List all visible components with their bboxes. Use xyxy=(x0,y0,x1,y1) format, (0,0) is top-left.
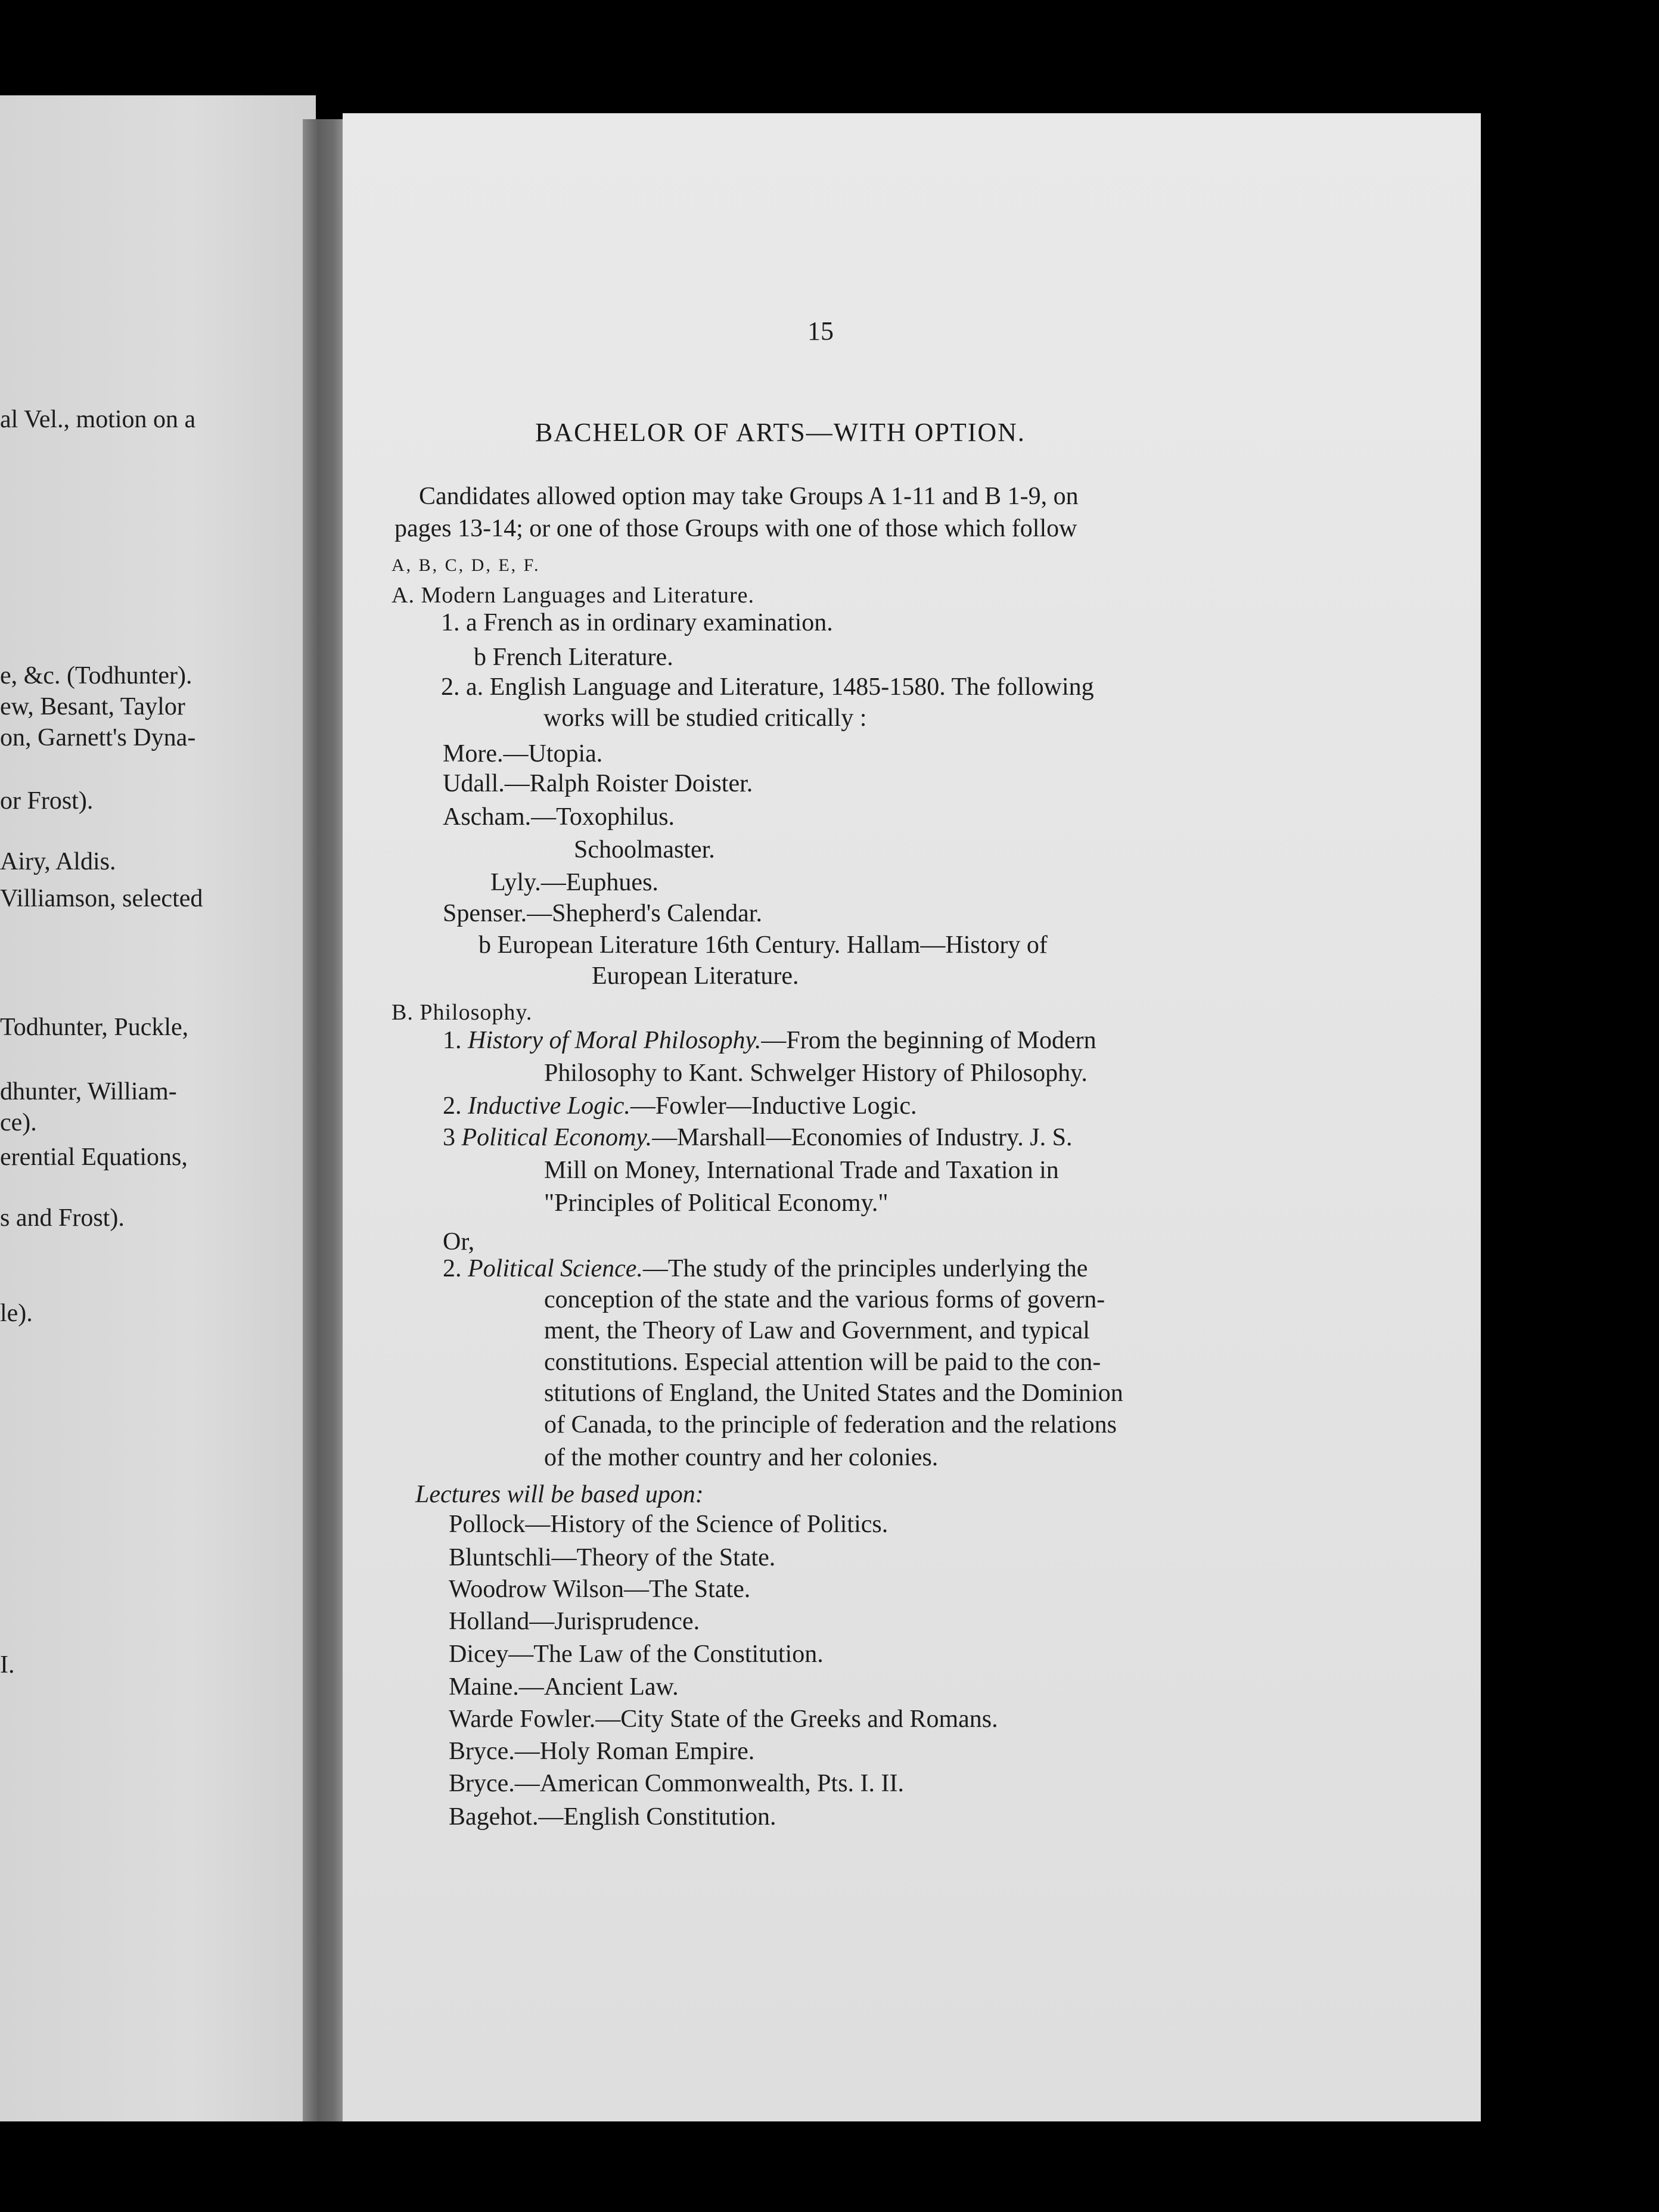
item-3-title: Political Economy. xyxy=(461,1124,653,1151)
section-b-item-1-line-2: Philosophy to Kant. Schwelger History of Philosophy. xyxy=(544,1060,1088,1087)
left-page-line: ew, Besant, Taylor xyxy=(0,693,185,720)
left-page-line: e, &c. (Todhunter). xyxy=(0,662,192,689)
political-science-item: 2. Political Science.—The study of the principles underlying the xyxy=(443,1255,1088,1282)
work-lyly: Lyly.—Euphues. xyxy=(490,869,658,896)
section-b-item-2: 2. Inductive Logic.—Fowler—Inductive Logic. xyxy=(443,1092,917,1120)
lectures-title-text: Lectures will be based upon: xyxy=(415,1481,704,1508)
section-b-item-3-line-3: "Principles of Political Economy." xyxy=(544,1189,888,1217)
lecture-item: Woodrow Wilson—The State. xyxy=(449,1576,751,1603)
lecture-item: Bagehot.—English Constitution. xyxy=(449,1803,776,1831)
section-b-item-3: 3 Political Economy.—Marshall—Economies of Industry. J. S. xyxy=(443,1124,1073,1151)
left-page-line: erential Equations, xyxy=(0,1144,188,1171)
lecture-item: Bryce.—Holy Roman Empire. xyxy=(449,1738,755,1765)
work-spenser: Spenser.—Shepherd's Calendar. xyxy=(443,900,762,927)
section-b-item-3-line-2: Mill on Money, International Trade and Taxation in xyxy=(544,1157,1059,1184)
left-page-line: Villiamson, selected xyxy=(0,885,203,912)
left-page-line: al Vel., motion on a xyxy=(0,406,196,433)
work-udall: Udall.—Ralph Roister Doister. xyxy=(443,770,753,797)
lecture-item: Dicey—The Law of the Constitution. xyxy=(449,1641,824,1668)
political-science-line: conception of the state and the various forms of govern- xyxy=(544,1286,1105,1313)
left-page-line: on, Garnett's Dyna- xyxy=(0,724,196,751)
left-facing-page xyxy=(0,95,316,2121)
work-schoolmaster: Schoolmaster. xyxy=(574,836,715,863)
section-b-item-1: 1. History of Moral Philosophy.—From the beginning of Modern xyxy=(443,1027,1096,1054)
left-page-line: le). xyxy=(0,1300,33,1327)
left-page-line: ce). xyxy=(0,1109,37,1136)
left-page-line: Airy, Aldis. xyxy=(0,848,116,875)
political-science-line: ment, the Theory of Law and Government, and typical xyxy=(544,1317,1090,1344)
political-science-line: constitutions. Especial attention will be paid to the con- xyxy=(544,1349,1101,1376)
section-a-item-2a-line-2: works will be studied critically : xyxy=(543,704,867,732)
left-page-line: or Frost). xyxy=(0,787,94,815)
section-a-title: A. Modern Languages and Literature. xyxy=(392,583,755,608)
section-a-item-1a: 1. a French as in ordinary examination. xyxy=(441,609,833,636)
intro-line-3: A, B, C, D, E, F. xyxy=(392,555,540,575)
section-a-item-1b: b French Literature. xyxy=(474,644,673,671)
item-1-title: History of Moral Philosophy. xyxy=(468,1027,762,1054)
item-2-title: Inductive Logic. xyxy=(468,1092,630,1120)
left-page-line: dhunter, William- xyxy=(0,1078,177,1105)
item-1-text: —From the beginning of Modern xyxy=(761,1027,1096,1054)
political-science-line: stitutions of England, the United States and the Dominion xyxy=(544,1380,1123,1407)
political-science-text: —The study of the principles underlying the xyxy=(642,1255,1088,1282)
or-label: Or, xyxy=(443,1228,475,1256)
lecture-item: Bryce.—American Commonwealth, Pts. I. II. xyxy=(449,1770,904,1797)
political-science-title: Political Science. xyxy=(468,1255,643,1282)
lecture-item: Pollock—History of the Science of Politics. xyxy=(449,1511,888,1538)
item-3-text: —Marshall—Economies of Industry. J. S. xyxy=(652,1124,1073,1151)
section-a-item-2b-line-1: b European Literature 16th Century. Hallam—History of xyxy=(479,931,1048,959)
section-a-item-2a-line-1: 2. a. English Language and Literature, 1485-1580. The following xyxy=(441,673,1094,701)
lectures-title xyxy=(415,1482,704,1507)
political-science-line: of Canada, to the principle of federation and the relations xyxy=(544,1411,1117,1439)
intro-line-1: Candidates allowed option may take Groups A 1-11 and B 1-9, on xyxy=(419,483,1079,510)
intro-line-2: pages 13-14; or one of those Groups with one of those which follow xyxy=(394,515,1077,542)
page-heading: BACHELOR OF ARTS—WITH OPTION. xyxy=(535,418,1026,447)
book-gutter-shadow xyxy=(303,119,347,2121)
section-b-title: B. Philosophy. xyxy=(392,1000,533,1025)
lecture-item: Holland—Jurisprudence. xyxy=(449,1608,700,1635)
lecture-item: Bluntschli—Theory of the State. xyxy=(449,1544,776,1571)
section-a-item-2b-line-2: European Literature. xyxy=(592,962,799,990)
left-page-line: I. xyxy=(0,1651,15,1679)
lecture-item: Maine.—Ancient Law. xyxy=(449,1673,679,1701)
left-page-line: s and Frost). xyxy=(0,1204,125,1232)
lecture-item: Warde Fowler.—City State of the Greeks and Romans. xyxy=(449,1705,998,1733)
political-science-line: of the mother country and her colonies. xyxy=(544,1444,939,1471)
page-number: 15 xyxy=(807,316,834,346)
work-more: More.—Utopia. xyxy=(443,740,603,768)
left-page-line: Todhunter, Puckle, xyxy=(0,1014,189,1041)
work-ascham: Ascham.—Toxophilus. xyxy=(443,803,675,831)
item-2-text: —Fowler—Inductive Logic. xyxy=(630,1092,917,1120)
